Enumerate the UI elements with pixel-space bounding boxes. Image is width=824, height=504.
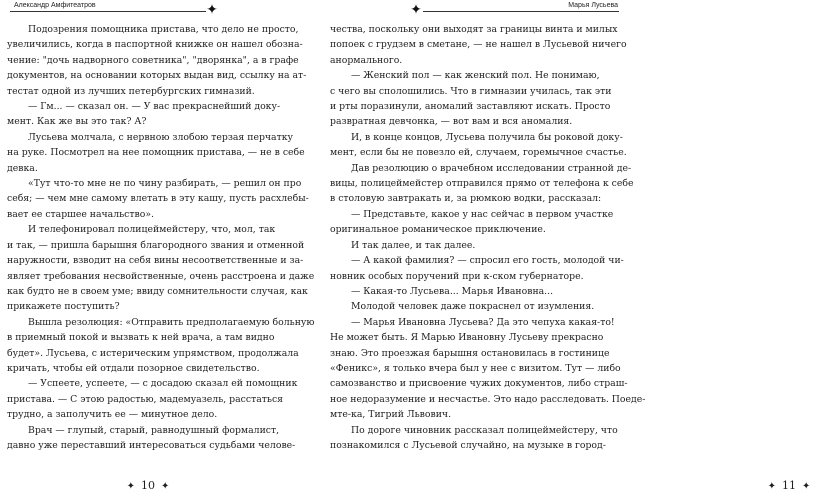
paragraph-line: Не может быть. Я Марью Ивановну Лусьеву прекрасно — [330, 332, 604, 344]
right-body-text — [330, 22, 646, 453]
paragraph-line: давно уже переставший интересоваться судьбами челове- — [7, 439, 296, 451]
paragraph-line: — Женский пол — как женский пол. Не понимаю, — [351, 70, 600, 82]
paragraph-line: Дав резолюцию о врачебном исследовании странной де- — [351, 162, 632, 174]
paragraph-line: себя; — чем мне самому влетать в эту кашу, пусть расхлебы- — [7, 193, 309, 205]
paragraph-line: «Тут что-то мне не по чину разбирать, — решил он про — [28, 178, 302, 190]
paragraph-line: Лусьева молчала, с нервною злобою терзая перчатку — [28, 131, 294, 143]
paragraph-line: на руке. Посмотрел на нее помощник пристава, — не в себе — [7, 147, 305, 159]
paragraph-line: По дороге чиновник рассказал полицеймейстеру, что — [351, 424, 618, 436]
paragraph-line: познакомился с Лусьевой случайно, на музыке в город- — [330, 439, 606, 451]
page-number: 11 — [782, 479, 796, 492]
paragraph-line: Врач — глупый, старый, равнодушный формалист, — [28, 424, 280, 436]
folio-ornament-icon: ✦ — [126, 481, 135, 492]
paragraph-line: Подозрения помощника пристава, что дело не просто, — [28, 24, 299, 35]
paragraph-line: развратная девчонка, — вот вам и вся аномалия. — [330, 116, 573, 128]
left-page-number — [113, 478, 183, 495]
paragraph-line: будет». Лусьева, с истерическим упрямством, продолжала — [7, 347, 299, 359]
paragraph-line: прикажете поступить? — [7, 301, 120, 313]
paragraph-line: — Гм... — сказал он. — У вас прекраснейший доку- — [28, 101, 281, 113]
paragraph-line: вицы, полицеймейстер отправился прямо от телефона к себе — [330, 178, 634, 190]
left-running-head: Александр Амфитеатров — [14, 2, 96, 9]
paragraph-line: И телефонировал полицеймейстеру, что, мол, так — [28, 224, 276, 236]
paragraph-line: И, в конце концов, Лусьева получила бы роковой доку- — [351, 131, 623, 143]
paragraph-line: в приемный покой и вызвать к ней врача, а там видно — [7, 332, 275, 344]
folio-ornament-icon: ✦ — [161, 481, 170, 492]
paragraph-line: тестат одной из лучших петербургских гимназий. — [7, 85, 255, 97]
paragraph-line: Молодой человек даже покраснел от изумления. — [351, 301, 595, 313]
paragraph-line: «Феникс», я только вчера был у нее с визитом. Тут — либо — [330, 362, 621, 374]
right-page — [316, 0, 811, 504]
paragraph-line: девка. — [7, 162, 38, 174]
paragraph-line: — Марья Ивановна Лусьева? Да это чепуха какая-то! — [351, 316, 615, 328]
paragraph-line: И так далее, и так далее. — [351, 239, 476, 251]
left-header-rule — [10, 11, 206, 12]
paragraph-line: мте-ка, Тигрий Львович. — [330, 409, 452, 421]
paragraph-line: — Представьте, какое у нас сейчас в первом участке — [351, 208, 614, 220]
paragraph-line: в столовую завтракать и, за рюмкою водки, рассказал: — [330, 193, 602, 205]
paragraph-line: знаю. Это проезжая барышня остановилась в гостинице — [330, 347, 610, 359]
paragraph-line: самозванство и присвоение чужих документов, либо страш- — [330, 378, 628, 390]
paragraph-line: как будто не в своем уме; ввиду сомнительности случая, как — [7, 285, 308, 297]
paragraph-line: чение: "дочь надворного советника", "дворянка", а в графе — [7, 54, 299, 66]
folio-ornament-icon: ✦ — [802, 481, 811, 492]
paragraph-line: Вышла резолюция: «Отправить предполагаемую больную — [28, 316, 315, 328]
paragraph-line: являет требования несвойственные, очень расстроена и даже — [7, 270, 315, 282]
right-header-ornament: ✦ — [410, 2, 422, 18]
paragraph-line: кричать, чтобы ей отдали позорное свидетельство. — [7, 362, 260, 374]
paragraph-line: анормального. — [330, 54, 403, 66]
paragraph-line: и так, — пришла барышня благородного звания и отменной — [7, 239, 305, 251]
folio-ornament-icon: ✦ — [767, 481, 776, 492]
paragraph-line: трудно, а заполучить ее — минутное дело. — [7, 409, 218, 421]
paragraph-line: документов, на основании которых выдан вид, ссылку на ат- — [7, 70, 307, 82]
paragraph-line: попоек с грудзем в сметане, — не нашел в Лусьевой ничего — [330, 39, 627, 51]
paragraph-line: — Какая-то Лусьева... Марья Ивановна... — [351, 285, 554, 297]
left-body-text — [7, 22, 315, 453]
right-header-rule — [423, 11, 619, 12]
left-page — [0, 0, 316, 504]
paragraph-line: чества, поскольку они выходят за границы винта и милых — [330, 24, 618, 35]
paragraph-line: — Успеете, успеете, — с досадою сказал ей помощник — [28, 378, 298, 390]
paragraph-line: ное недоразумение и несчастье. Это надо расследовать. Поеде- — [330, 393, 646, 405]
paragraph-line: вает ее старшее начальство». — [7, 208, 155, 220]
paragraph-line: пристава. — С этою радостью, мадемуазель, расстаться — [7, 393, 284, 405]
paragraph-line: наружности, взводит на себя вины несоответственные и за- — [7, 255, 304, 267]
page-number: 10 — [141, 479, 155, 492]
right-page-number — [754, 478, 824, 495]
left-header-ornament: ✦ — [206, 2, 218, 18]
paragraph-line: мент. Как же вы это так? А? — [7, 116, 147, 128]
right-running-head: Марья Лусьева — [568, 2, 618, 9]
paragraph-line: с чего вы сполошились. Что в гимназии училась, так эти — [330, 85, 612, 97]
paragraph-line: оригинальное романическое приключение. — [330, 224, 546, 236]
paragraph-line: мент, если бы не повезло ей, случаем, горемычное счастье. — [330, 147, 627, 159]
paragraph-line: и рты поразинули, аномалий заставляют искать. Просто — [330, 101, 611, 113]
paragraph-line: новник особых поручений при к-ском губернаторе. — [330, 270, 584, 282]
paragraph-line: — А какой фамилия? — спросил его гость, молодой чи- — [351, 255, 624, 267]
paragraph-line: увеличились, когда в паспортной книжке он нашел обозна- — [7, 39, 303, 51]
